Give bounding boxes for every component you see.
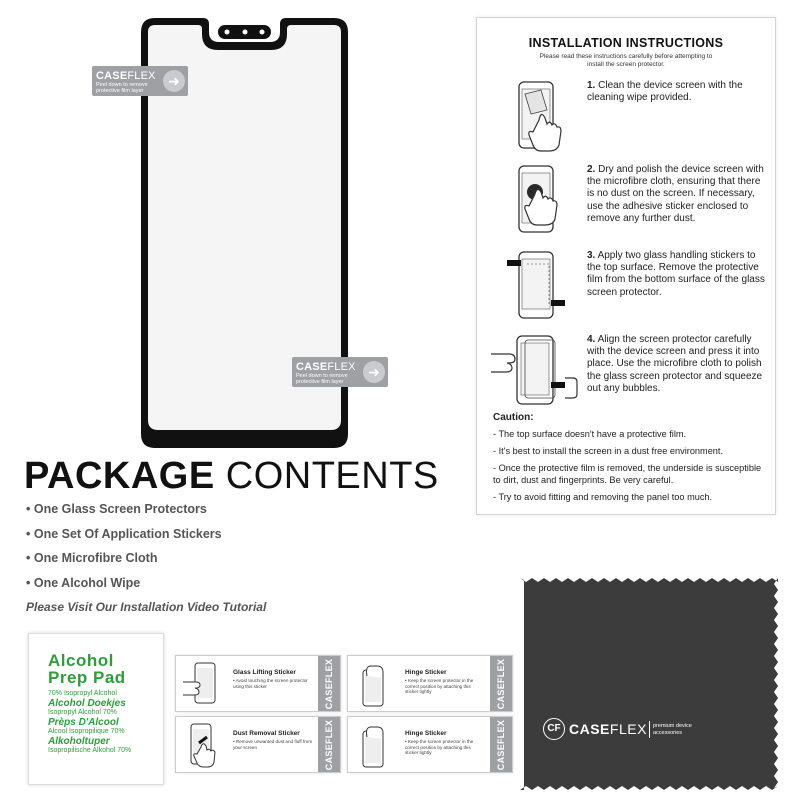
peel-label-brand: CASEFLEX xyxy=(296,361,356,373)
alcohol-pad-line: Alkoholtuper xyxy=(48,736,110,747)
caution-section xyxy=(493,412,769,508)
hand-holding-phone-icon xyxy=(181,660,225,708)
alcohol-pad-title-1: Alcohol xyxy=(48,651,114,670)
caseflex-logo-icon: CF xyxy=(543,718,565,740)
list-item: • One Microfibre Cloth xyxy=(26,551,158,565)
sticker-desc: • Keep the screen protector in the correct position by attaching this sticker tightly xyxy=(405,678,474,694)
caution-title: Caution: xyxy=(493,412,534,423)
caution-item: - Once the protective film is removed, the underside is susceptible to dirt, dust and fingerprints. Be very careful. xyxy=(493,463,762,485)
step-text: 3. Apply two glass handling stickers to the top surface. Remove the protective film from the bottom surface of the glass screen protector. xyxy=(587,250,765,298)
hand-hinge-icon xyxy=(353,721,397,769)
alcohol-pad-line: Alcohol Doekjes xyxy=(48,698,126,709)
package-contents-title: PACKAGE CONTENTS xyxy=(24,455,439,497)
step-text: 1. Clean the device screen with the cleaning wipe provided. xyxy=(587,80,743,104)
sticker-brand-band: CASEFLEX xyxy=(318,717,340,772)
alcohol-pad-line: 70% Isopropyl Alcohol xyxy=(48,690,117,697)
alcohol-prep-pad xyxy=(28,633,164,785)
peel-label-text: Peel down to remove protective film layer xyxy=(296,373,348,385)
cloth-brand: CASEFLEX xyxy=(569,721,647,737)
caution-item: - The top surface doesn't have a protective film. xyxy=(493,429,687,439)
alcohol-pad-title-2: Prep Pad xyxy=(48,668,126,687)
peel-label-brand: CASEFLEX xyxy=(96,70,156,82)
arrow-right-icon: ➜ xyxy=(363,361,385,383)
logo-divider xyxy=(649,721,650,738)
sticker-desc: • Keep the screen protector in the correct position by attaching this sticker tightly xyxy=(405,739,474,755)
installation-video-note[interactable]: Please Visit Our Installation Video Tutorial xyxy=(26,600,267,614)
microfibre-cloth xyxy=(520,578,778,790)
sticker-brand-band: CASEFLEX xyxy=(490,717,512,772)
package-contents-list xyxy=(26,502,222,600)
step-text: 2. Dry and polish the device screen with the microfibre cloth, ensuring that there is no dust on the screen. If necessary, use the adhesive sticker enclosed to remove any further dust. xyxy=(587,164,764,224)
wipe-screen-icon xyxy=(489,80,579,152)
alcohol-pad-line: Prèps D'Alcool xyxy=(48,717,119,728)
sticker-title: Hinge Sticker xyxy=(405,669,447,676)
apply-stickers-icon xyxy=(489,250,579,322)
list-item: • One Glass Screen Protectors xyxy=(26,502,207,516)
instructions-title: INSTALLATION INSTRUCTIONS xyxy=(528,36,724,50)
sticker-title: Hinge Sticker xyxy=(405,730,447,737)
peel-label-top[interactable] xyxy=(92,66,188,96)
hinge-sticker xyxy=(347,655,513,712)
hinge-sticker xyxy=(347,716,513,773)
hand-hinge-icon xyxy=(353,660,397,708)
sticker-desc: • Remove unwanted dust and fluff from your screen xyxy=(233,739,313,750)
peel-label-text: Peel down to remove protective film layer xyxy=(96,82,148,94)
caution-item: - Try to avoid fitting and removing the panel too much. xyxy=(493,492,713,502)
align-protector-icon xyxy=(489,334,579,406)
step-text: 4. Align the screen protector carefully with the device screen and press it into place. Use the microfibre cloth to polish the glass screen protector and squeeze out any bubbles. xyxy=(587,334,763,394)
finger-dust-icon xyxy=(181,721,225,769)
dust-removal-sticker xyxy=(175,716,341,773)
peel-label-bottom[interactable] xyxy=(292,357,388,387)
glass-lifting-sticker xyxy=(175,655,341,712)
alcohol-pad-line: Alcool Isopropilique 70% xyxy=(48,728,125,735)
arrow-right-icon: ➜ xyxy=(163,70,185,92)
sticker-title: Dust Removal Sticker xyxy=(233,730,300,737)
alcohol-pad-line: Isopropilische Alkohol 70% xyxy=(48,747,132,754)
sticker-brand-band: CASEFLEX xyxy=(490,656,512,711)
sticker-title: Glass Lifting Sticker xyxy=(233,669,296,676)
list-item: • One Alcohol Wipe xyxy=(26,575,141,590)
alcohol-pad-line: Isopropyl Alcohol 70% xyxy=(48,709,117,716)
instructions-intro: Please read these instructions carefully before attempting to install the screen protector. xyxy=(539,53,713,68)
cloth-tagline: premium device accessories xyxy=(653,723,692,736)
sticker-desc: • Avoid touching the screen protector using this sticker xyxy=(233,678,308,689)
polish-screen-icon xyxy=(489,164,579,236)
caution-item: - It's best to install the screen in a dust free environment. xyxy=(493,446,724,456)
list-item: • One Set Of Application Stickers xyxy=(26,526,222,541)
sticker-brand-band: CASEFLEX xyxy=(318,656,340,711)
